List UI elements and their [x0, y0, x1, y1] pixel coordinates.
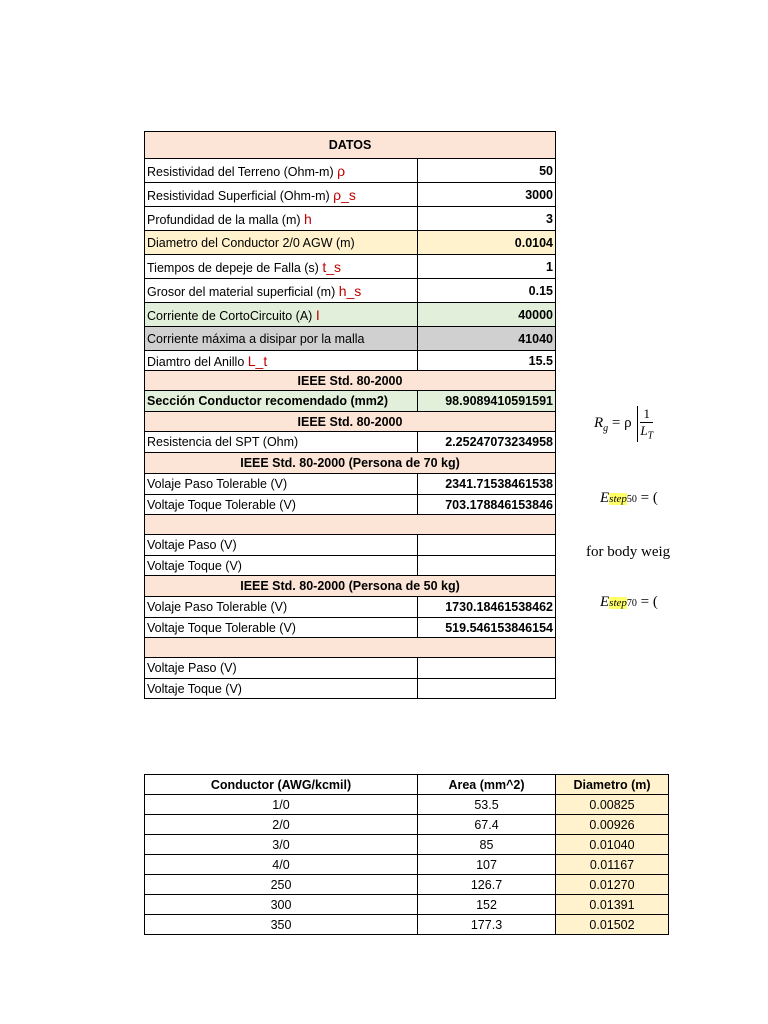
row-value[interactable]: 0.15 — [418, 279, 556, 303]
area-cell[interactable]: 53.5 — [418, 795, 556, 815]
row-value[interactable]: 3 — [418, 207, 556, 231]
conductor-cell[interactable]: 250 — [145, 875, 418, 895]
row-value[interactable] — [418, 679, 556, 699]
estep70-formula: Estep70 = ( — [600, 594, 658, 610]
row-label: Voltaje Paso (V) — [145, 535, 418, 556]
table-row — [145, 795, 669, 815]
blank-separator — [145, 515, 556, 535]
row-label: Resistividad del Terreno (Ohm-m) ρ — [145, 159, 418, 183]
conductor-cell[interactable]: 2/0 — [145, 815, 418, 835]
rg-formula: $R_g = \rho$ $\frac{1}{L_T}$ — [594, 406, 654, 442]
table-row — [145, 915, 669, 935]
diameter-cell[interactable]: 0.01040 — [556, 835, 669, 855]
area-cell[interactable]: 85 — [418, 835, 556, 855]
conductor-cell[interactable]: 300 — [145, 895, 418, 915]
blank-separator — [145, 638, 556, 658]
row-value[interactable] — [418, 535, 556, 556]
table-row — [145, 895, 669, 915]
section-title: IEEE Std. 80-2000 (Persona de 70 kg) — [145, 453, 556, 474]
row-label: Corriente máxima a disipar por la malla — [145, 327, 418, 351]
area-cell[interactable]: 126.7 — [418, 875, 556, 895]
symbol-l-t: L_t — [247, 352, 268, 369]
table-row — [145, 815, 669, 835]
section-title: IEEE Std. 80-2000 — [145, 371, 556, 391]
diameter-cell[interactable]: 0.01391 — [556, 895, 669, 915]
diameter-cell[interactable]: 0.01167 — [556, 855, 669, 875]
area-cell[interactable]: 177.3 — [418, 915, 556, 935]
symbol-rho: ρ — [337, 162, 346, 179]
row-label: Voltaje Toque Tolerable (V) — [145, 618, 418, 638]
conductor-table — [144, 774, 669, 935]
symbol-t-s: t_s — [322, 258, 342, 275]
row-value[interactable]: 41040 — [418, 327, 556, 351]
row-label: Voltaje Toque (V) — [145, 556, 418, 576]
datos-header: DATOS — [145, 132, 556, 159]
conductor-cell[interactable]: 4/0 — [145, 855, 418, 875]
row-label: Resistividad Superficial (Ohm-m) ρ_s — [145, 183, 418, 207]
row-label: Sección Conductor recomendado (mm2) — [145, 391, 418, 412]
row-value[interactable]: 519.546153846154 — [418, 618, 556, 638]
row-label: Corriente de CortoCircuito (A) I — [145, 303, 418, 327]
symbol-rho-s: ρ_s — [333, 186, 356, 203]
body-weight-text: for body weig — [586, 544, 671, 560]
row-label: Volaje Paso Tolerable (V) — [145, 474, 418, 495]
row-value[interactable]: 1730.18461538462 — [418, 597, 556, 618]
datos-table — [144, 131, 556, 699]
row-value[interactable]: 1 — [418, 255, 556, 279]
row-value[interactable]: 50 — [418, 159, 556, 183]
row-value[interactable]: 40000 — [418, 303, 556, 327]
symbol-i: I — [315, 306, 320, 323]
row-label: Diametro del Conductor 2/0 AGW (m) — [145, 231, 418, 255]
row-value[interactable]: 98.9089410591591 — [418, 391, 556, 412]
row-label: Profundidad de la malla (m) h — [145, 207, 418, 231]
diameter-cell[interactable]: 0.00825 — [556, 795, 669, 815]
row-label: Resistencia del SPT (Ohm) — [145, 432, 418, 453]
row-label: Tiempos de depeje de Falla (s) t_s — [145, 255, 418, 279]
column-header: Area (mm^2) — [418, 775, 556, 795]
column-header: Conductor (AWG/kcmil) — [145, 775, 418, 795]
row-value[interactable]: 0.0104 — [418, 231, 556, 255]
section-title: IEEE Std. 80-2000 (Persona de 50 kg) — [145, 576, 556, 597]
conductor-cell[interactable]: 3/0 — [145, 835, 418, 855]
conductor-cell[interactable]: 350 — [145, 915, 418, 935]
table-row — [145, 855, 669, 875]
column-header: Diametro (m) — [556, 775, 669, 795]
table-row — [145, 875, 669, 895]
row-value[interactable]: 3000 — [418, 183, 556, 207]
row-value[interactable] — [418, 556, 556, 576]
row-value[interactable]: 2.25247073234958 — [418, 432, 556, 453]
row-label: Diamtro del Anillo L_t — [145, 351, 418, 371]
area-cell[interactable]: 107 — [418, 855, 556, 875]
area-cell[interactable]: 67.4 — [418, 815, 556, 835]
row-label: Voltaje Toque (V) — [145, 679, 418, 699]
row-value[interactable]: 703.178846153846 — [418, 495, 556, 515]
diameter-cell[interactable]: 0.00926 — [556, 815, 669, 835]
row-label: Grosor del material superficial (m) h_s — [145, 279, 418, 303]
conductor-cell[interactable]: 1/0 — [145, 795, 418, 815]
estep50-formula: Estep50 = ( — [600, 490, 658, 506]
row-label: Voltaje Toque Tolerable (V) — [145, 495, 418, 515]
row-label: Volaje Paso Tolerable (V) — [145, 597, 418, 618]
section-title: IEEE Std. 80-2000 — [145, 412, 556, 432]
row-label: Voltaje Paso (V) — [145, 658, 418, 679]
diameter-cell[interactable]: 0.01270 — [556, 875, 669, 895]
symbol-h-s: h_s — [338, 282, 362, 299]
row-value[interactable] — [418, 658, 556, 679]
symbol-h: h — [304, 210, 312, 227]
area-cell[interactable]: 152 — [418, 895, 556, 915]
table-row — [145, 835, 669, 855]
row-value[interactable]: 2341.71538461538 — [418, 474, 556, 495]
diameter-cell[interactable]: 0.01502 — [556, 915, 669, 935]
row-value[interactable]: 15.5 — [418, 351, 556, 371]
